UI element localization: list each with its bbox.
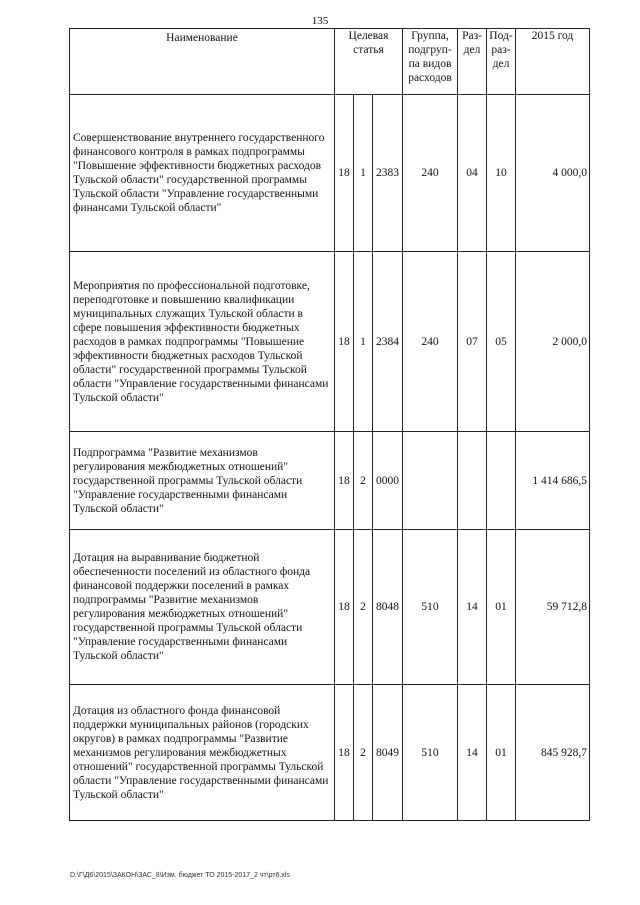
row-article-3: 0000	[373, 432, 403, 530]
table-header-row	[70, 29, 590, 95]
row-section: 14	[458, 685, 487, 821]
header-subsection: Под-раз-дел	[487, 29, 516, 95]
header-name: Наименование	[70, 29, 335, 95]
budget-table	[69, 28, 590, 821]
row-article-2: 1	[354, 95, 373, 252]
row-article-2: 2	[354, 530, 373, 685]
row-article-1: 18	[335, 95, 354, 252]
table-row	[70, 95, 590, 252]
row-section: 07	[458, 252, 487, 432]
row-group	[403, 432, 458, 530]
table-row	[70, 685, 590, 821]
row-article-2: 2	[354, 685, 373, 821]
header-target-article: Целевая статья	[335, 29, 403, 95]
row-group: 240	[403, 252, 458, 432]
row-amount: 4 000,0	[516, 95, 590, 252]
row-subsection: 10	[487, 95, 516, 252]
row-amount: 845 928,7	[516, 685, 590, 821]
row-article-3: 8049	[373, 685, 403, 821]
row-name: Дотация из областного фонда финансовой поддержки муниципальных районов (городских округов) в рамках подпрограммы "Развитие механизмов регулирования межбюджетных отношений" государственной программы Тульской области "Управление государственными финансами Тульской области"	[70, 685, 335, 821]
row-group: 240	[403, 95, 458, 252]
file-path-footer: D:\Г\Д6\2015\ЗАКОН\ЗАС_8\Изм. бюджет ТО 2015-2017_2 чт\рт6.xls	[70, 872, 290, 879]
row-amount: 1 414 686,5	[516, 432, 590, 530]
table-row	[70, 432, 590, 530]
header-group: Группа, подгруп-па видов расходов	[403, 29, 458, 95]
table-row	[70, 252, 590, 432]
row-section: 04	[458, 95, 487, 252]
header-year: 2015 год	[516, 29, 590, 95]
row-subsection: 01	[487, 530, 516, 685]
table-row	[70, 530, 590, 685]
page-number: 135	[311, 15, 329, 27]
row-article-1: 18	[335, 432, 354, 530]
row-name: Совершенствование внутреннего государственного финансового контроля в рамках подпрограммы "Повышение эффективности бюджетных расходов Тульской области" государственной программы Тульской области "Управление государственными финансами Тульской области"	[70, 95, 335, 252]
header-section: Раз-дел	[458, 29, 487, 95]
row-subsection	[487, 432, 516, 530]
row-article-3: 8048	[373, 530, 403, 685]
row-name: Мероприятия по профессиональной подготовке, переподготовке и повышению квалификации муниципальных служащих Тульской области в сфере повышения эффективности бюджетных расходов в рамках подпрограммы "Повышение эффективности бюджетных расходов Тульской области" государственной программы Тульской области "Управление государственными финансами Тульской области"	[70, 252, 335, 432]
row-article-1: 18	[335, 252, 354, 432]
row-article-3: 2384	[373, 252, 403, 432]
row-article-2: 1	[354, 252, 373, 432]
row-group: 510	[403, 530, 458, 685]
row-section: 14	[458, 530, 487, 685]
row-article-1: 18	[335, 530, 354, 685]
row-article-3: 2383	[373, 95, 403, 252]
row-article-2: 2	[354, 432, 373, 530]
row-name: Дотация на выравнивание бюджетной обеспеченности поселений из областного фонда финансовой поддержки поселений в рамках подпрограммы "Развитие механизмов регулирования межбюджетных отношений" государственной программы Тульской области "Управление государственными финансами Тульской области"	[70, 530, 335, 685]
row-section	[458, 432, 487, 530]
row-name: Подпрограмма "Развитие механизмов регулирования межбюджетных отношений" государственной программы Тульской области "Управление государственными финансами Тульской области"	[70, 432, 335, 530]
row-subsection: 05	[487, 252, 516, 432]
row-group: 510	[403, 685, 458, 821]
row-article-1: 18	[335, 685, 354, 821]
row-amount: 2 000,0	[516, 252, 590, 432]
row-subsection: 01	[487, 685, 516, 821]
row-amount: 59 712,8	[516, 530, 590, 685]
